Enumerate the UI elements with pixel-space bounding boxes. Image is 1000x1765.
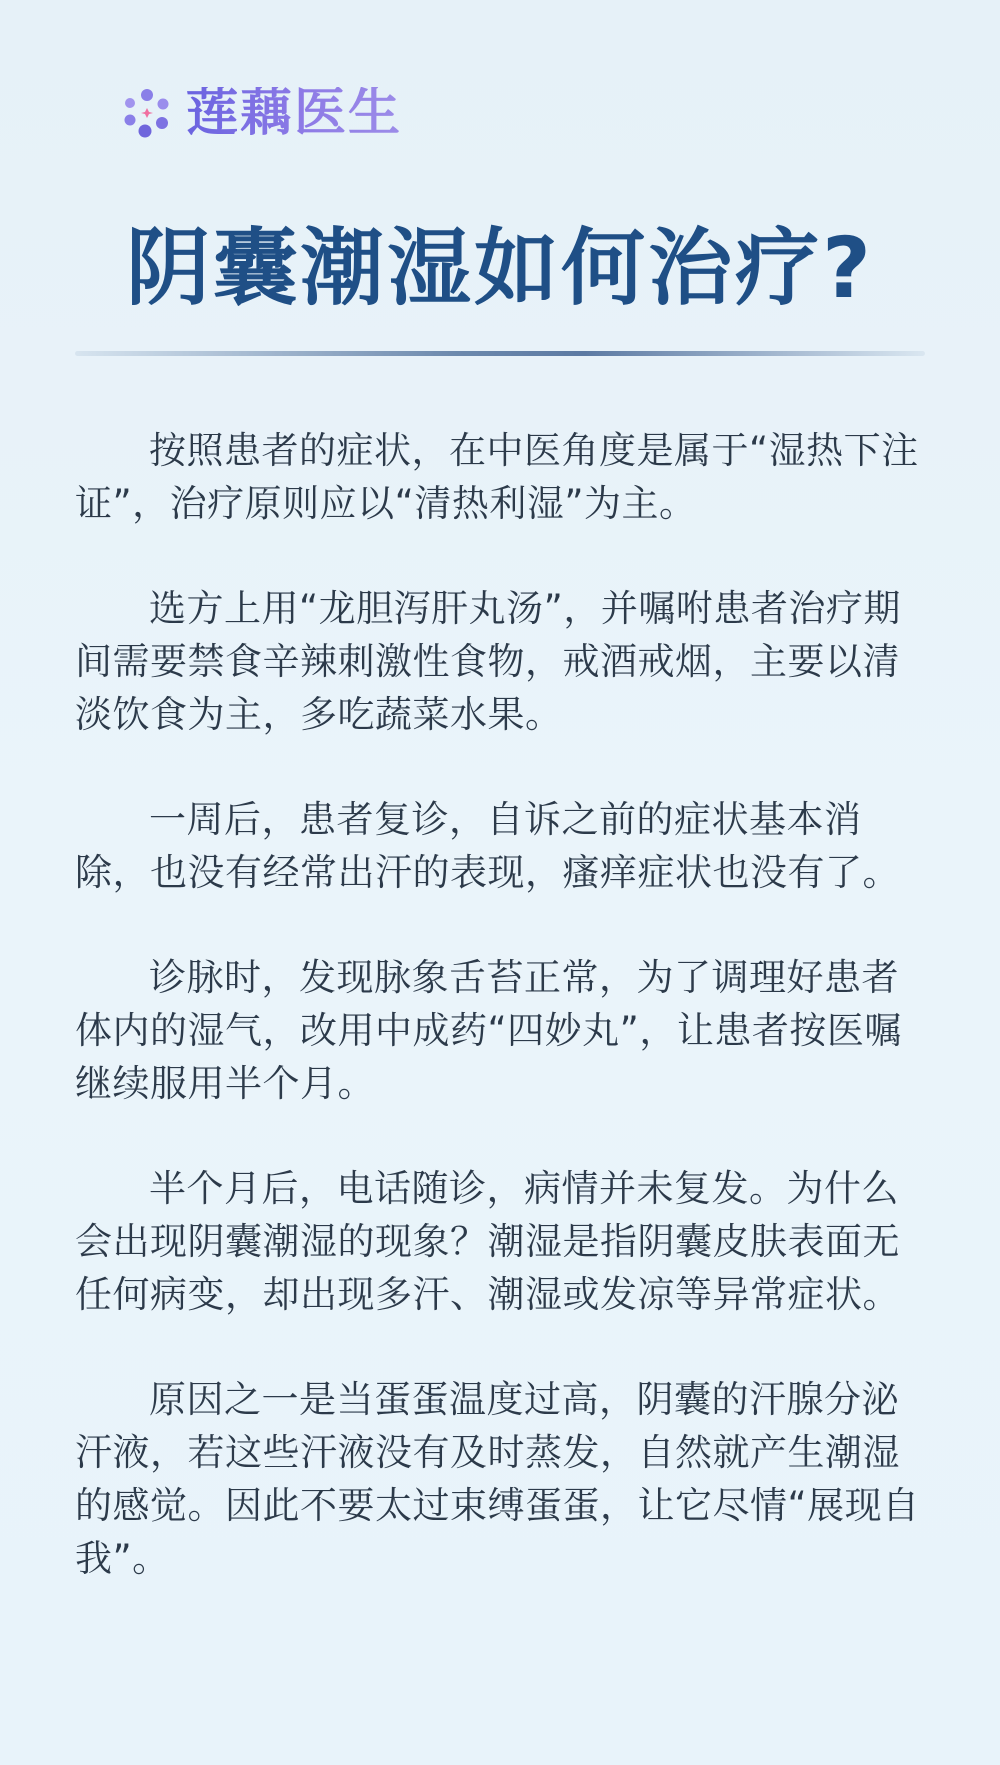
brand-name: 莲藕医生 xyxy=(186,83,403,143)
paragraph: 选方上用“龙胆泻肝丸汤”，并嘱咐患者治疗期间需要禁食辛辣刺激性食物，戒酒戒烟，主要以清淡饮食为主，多吃蔬菜水果。 xyxy=(75,587,901,736)
article-title: 阴囊潮湿如何治疗? xyxy=(126,219,874,317)
paragraph: 原因之一是当蛋蛋温度过高，阴囊的汗腺分泌汗液，若这些汗液没有及时蒸发，自然就产生潮湿的感觉。因此不要太过束缚蛋蛋，让它尽情“展现自我”。 xyxy=(75,1378,920,1580)
brand-logo xyxy=(118,78,402,148)
title-divider xyxy=(75,351,925,356)
flower-dots-icon xyxy=(118,84,176,142)
paragraph: 一周后，患者复诊，自诉之前的症状基本消除，也没有经常出汗的表现，瘙痒症状也没有了。 xyxy=(75,798,900,894)
article-body xyxy=(75,424,925,1637)
paragraph: 诊脉时，发现脉象舌苔正常，为了调理好患者体内的湿气，改用中成药“四妙丸”，让患者按医嘱继续服用半个月。 xyxy=(75,956,902,1105)
paragraph: 按照患者的症状，在中医角度是属于“湿热下注证”，治疗原则应以“清热利湿”为主。 xyxy=(75,429,919,525)
paragraph: 半个月后，电话随诊，病情并未复发。为什么会出现阴囊潮湿的现象？潮湿是指阴囊皮肤表面无任何病变，却出现多汗、潮湿或发凉等异常症状。 xyxy=(75,1167,900,1316)
